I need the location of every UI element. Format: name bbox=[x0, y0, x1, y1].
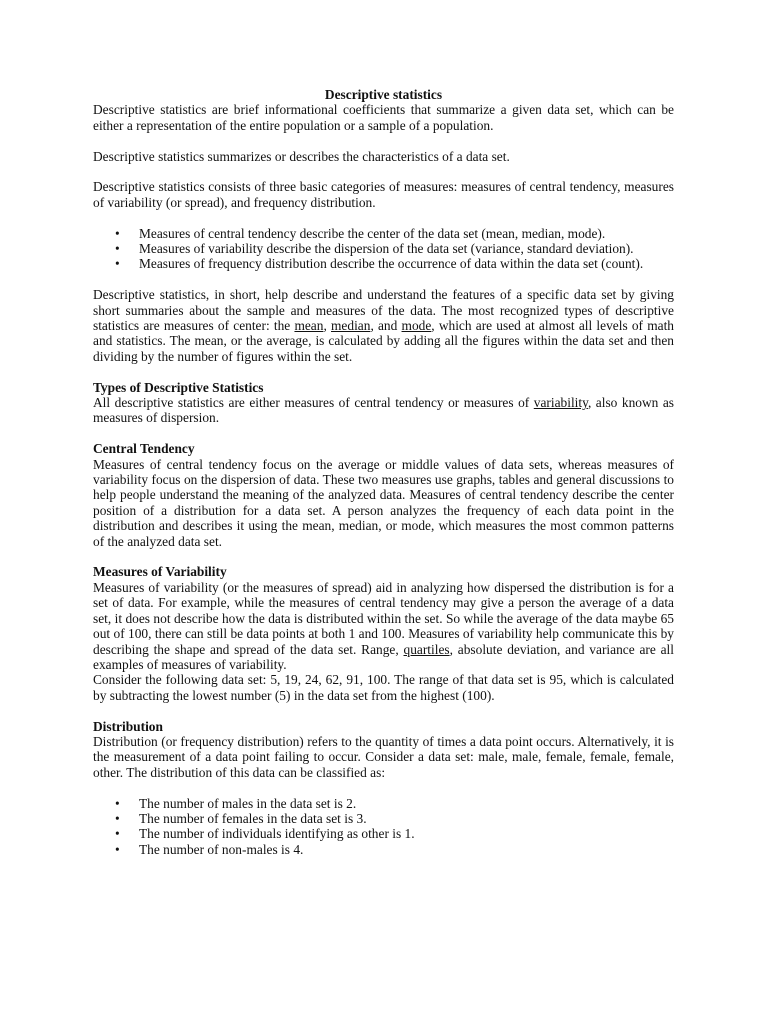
variability-paragraph bbox=[93, 580, 674, 672]
list-item: • Measures of frequency distribution describe the occurrence of data within the data set (count). bbox=[93, 256, 674, 271]
separator: , bbox=[323, 318, 332, 334]
list-item: • The number of females in the data set is 3. bbox=[93, 811, 674, 826]
types-heading: Types of Descriptive Statistics bbox=[93, 379, 264, 395]
types-paragraph bbox=[93, 395, 674, 426]
range-example-paragraph: Consider the following data set: 5, 19, 24, 62, 91, 100. The range of that data set is 95, which is calculated by subtracting the lowest number (5) in the data set from the highest (100). bbox=[93, 672, 674, 703]
categories-paragraph: Descriptive statistics consists of three basic categories of measures: measures of central tendency, measures of variability (or spread), and frequency distribution. bbox=[93, 179, 674, 210]
variability-heading: Measures of Variability bbox=[93, 564, 227, 580]
list-item: • Measures of variability describe the dispersion of the data set (variance, standard deviation). bbox=[93, 241, 674, 256]
list-item: • The number of non-males is 4. bbox=[93, 842, 674, 857]
distribution-paragraph: Distribution (or frequency distribution) refers to the quantity of times a data point occurs. Alternatively, it is the measurement of a data point failing to occur. Consider a data set: male, male, female, female, female, other. The distribution of this data can be classified as: bbox=[93, 733, 674, 780]
short-summary-paragraph bbox=[93, 287, 674, 364]
types-text: All descriptive statistics are either measures of central tendency or measures of bbox=[93, 395, 534, 411]
types-text-end: , also known as measures of dispersion. bbox=[93, 395, 674, 426]
central-tendency-heading: Central Tendency bbox=[93, 441, 195, 457]
separator: , and bbox=[370, 318, 402, 334]
mean-link[interactable]: mean bbox=[294, 318, 324, 334]
document-body bbox=[93, 87, 674, 857]
intro-paragraph: Descriptive statistics are brief informational coefficients that summarize a given data set, which can be either a representation of the entire population or a sample of a population. bbox=[93, 102, 674, 133]
variability-text-end: , absolute deviation, and variance are all examples of measures of variability. bbox=[93, 641, 674, 672]
page-title: Descriptive statistics bbox=[324, 87, 443, 102]
median-link[interactable]: median bbox=[331, 318, 371, 334]
list-item: • The number of males in the data set is 2. bbox=[93, 796, 674, 811]
short-summary-text-end: , which are used at almost all levels of math and statistics. The mean, or the average, is calculated by adding all the figures within the data set and then dividing by the number of figures within the set. bbox=[93, 318, 674, 364]
mode-link[interactable]: mode bbox=[401, 318, 432, 334]
central-tendency-paragraph: Measures of central tendency focus on the average or middle values of data sets, whereas measures of variability focus on the dispersion of data. These two measures use graphs, tables and general discussions to help people understand the meaning of the analyzed data. Measures of central tendency describe the center position of a distribution for a data set. A person analyzes the frequency of each data point in the distribution and describes it using the mean, median, or mode, which measures the most common patterns of the analyzed data set. bbox=[93, 456, 674, 549]
summary-paragraph: Descriptive statistics summarizes or describes the characteristics of a data set. bbox=[93, 148, 510, 164]
variability-link[interactable]: variability bbox=[533, 395, 588, 411]
distribution-heading: Distribution bbox=[93, 718, 163, 734]
variability-text: Measures of variability (or the measures of spread) aid in analyzing how dispersed the distribution is for a set of data. For example, while the measures of central tendency may give a person the average of a data set, it does not describe how the data is distributed within the set. So while the average of the data maybe 65 out of 100, there can still be data points at both 1 and 100. Measures of variability help communicate this by describing the shape and spread of the data set. Range, bbox=[93, 579, 674, 657]
short-summary-text: Descriptive statistics, in short, help describe and understand the features of a specific data set by giving short summaries about the sample and measures of the data. The most recognized types of descriptive statistics are measures of center: the bbox=[93, 287, 674, 334]
quartiles-link[interactable]: quartiles bbox=[403, 641, 450, 657]
list-item: • The number of individuals identifying as other is 1. bbox=[93, 826, 674, 841]
distribution-list bbox=[93, 796, 674, 858]
measures-list bbox=[93, 226, 674, 272]
list-item: • Measures of central tendency describe the center of the data set (mean, median, mode). bbox=[93, 226, 674, 241]
